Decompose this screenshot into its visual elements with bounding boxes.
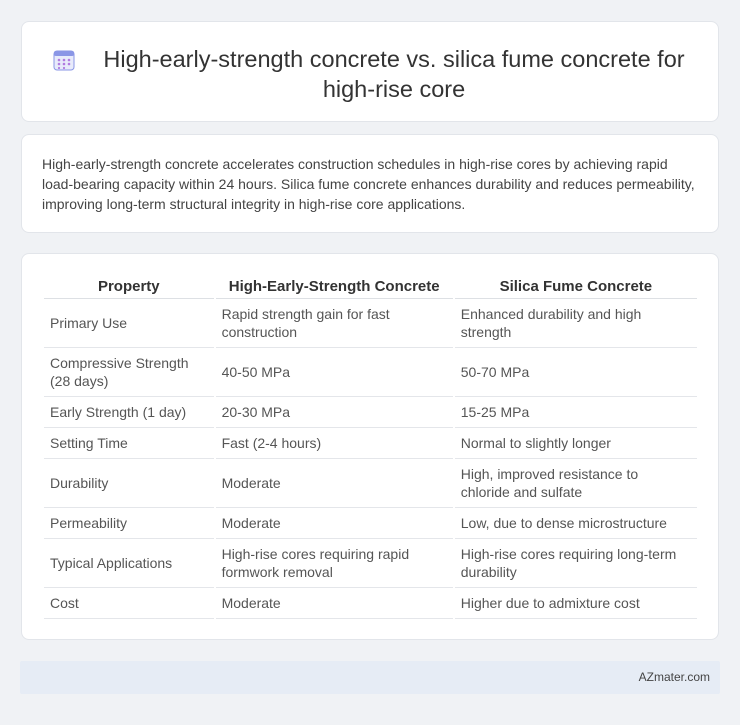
table-row (44, 459, 697, 508)
table-cell: Moderate (216, 508, 453, 539)
table-cell: 20-30 MPa (216, 397, 453, 428)
footer-brand[interactable]: AZmater.com (638, 670, 710, 684)
table-cell: 50-70 MPa (455, 348, 697, 397)
table-cell: Enhanced durability and high strength (455, 299, 697, 348)
column-header: High-Early-Strength Concrete (216, 274, 453, 299)
table-cell: High-rise cores requiring rapid formwork removal (216, 539, 453, 588)
table-header-row (44, 274, 697, 299)
table-cell: Low, due to dense microstructure (455, 508, 697, 539)
table-row (44, 299, 697, 348)
table-cell: Moderate (216, 459, 453, 508)
table-row (44, 348, 697, 397)
table-cell: High-rise cores requiring long-term durability (455, 539, 697, 588)
page-title: High-early-strength concrete vs. silica fume concrete for high-rise core (103, 46, 685, 102)
title-card (21, 21, 719, 122)
column-header: Property (44, 274, 214, 299)
table-row (44, 588, 697, 619)
table-cell: Higher due to admixture cost (455, 588, 697, 619)
table-row (44, 428, 697, 459)
column-header: Silica Fume Concrete (455, 274, 697, 299)
description-text: High-early-strength concrete accelerates construction schedules in high-rise cores by achieving rapid load-bearing capacity within 24 hours. Silica fume concrete enhances durability and reduces permeability, improving long-term structural integrity in high-rise core applications. (42, 156, 695, 212)
table-cell: Normal to slightly longer (455, 428, 697, 459)
table-cell: Compressive Strength (28 days) (44, 348, 214, 397)
table-cell: 15-25 MPa (455, 397, 697, 428)
table-cell: Typical Applications (44, 539, 214, 588)
footer-bar (20, 661, 720, 694)
description-card (21, 134, 719, 233)
table-cell: Primary Use (44, 299, 214, 348)
table-cell: Rapid strength gain for fast construction (216, 299, 453, 348)
comparison-table (42, 274, 699, 619)
table-cell: Setting Time (44, 428, 214, 459)
table-cell: High, improved resistance to chloride and sulfate (455, 459, 697, 508)
table-row (44, 508, 697, 539)
comparison-card (21, 253, 719, 640)
table-cell: Fast (2-4 hours) (216, 428, 453, 459)
table-cell: Early Strength (1 day) (44, 397, 214, 428)
table-cell: Permeability (44, 508, 214, 539)
table-cell: 40-50 MPa (216, 348, 453, 397)
table-row (44, 397, 697, 428)
table-cell: Durability (44, 459, 214, 508)
table-cell: Moderate (216, 588, 453, 619)
table-row (44, 539, 697, 588)
table-cell: Cost (44, 588, 214, 619)
